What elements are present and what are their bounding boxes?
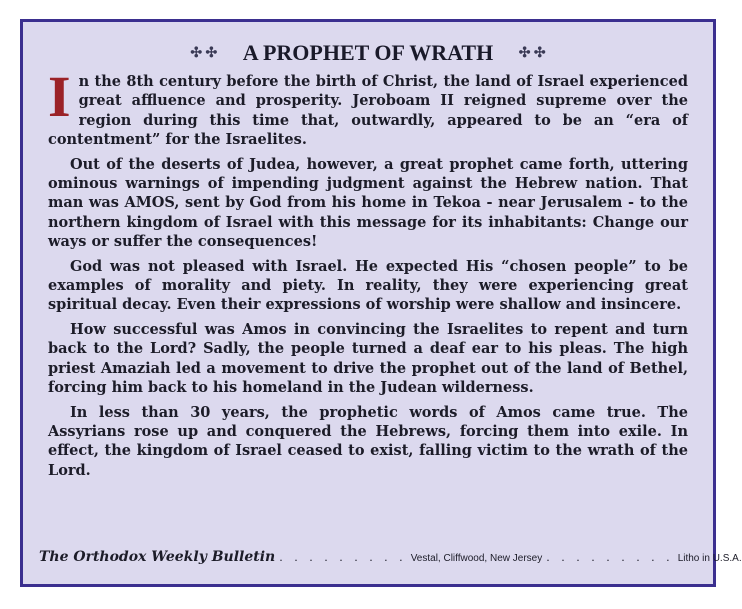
ornament-left-icon: ✣ ✣ — [190, 46, 218, 61]
printer-note: Litho in U.S.A. — [677, 553, 742, 564]
paragraph-1 — [48, 64, 688, 150]
footer — [39, 549, 742, 565]
article-title — [23, 40, 713, 66]
article-body — [48, 64, 688, 485]
paragraph-3: God was not pleased with Israel. He expected His “chosen people” to be examples of morality and piety. In reality, they were experiencing great spiritual decay. Even their expressions of worship were shallow and insincere. — [48, 257, 688, 314]
title-text: A PROPHET OF WRATH — [242, 40, 494, 65]
paragraph-5: In less than 30 years, the prophetic words of Amos came true. The Assyrians rose up and conquered the Hebrews, forcing them into exile. In effect, the kingdom of Israel ceased to exist, falling victim to the wrath of the Lord. — [48, 403, 688, 479]
leader-dots-1: . . . . . . . . . — [279, 551, 407, 564]
leader-dots-2: . . . . . . . . . — [546, 551, 674, 564]
bulletin-panel — [20, 19, 742, 587]
publisher-location: Vestal, Cliffwood, New Jersey — [410, 553, 543, 564]
ornament-right-icon: ✣ ✣ — [518, 46, 546, 61]
drop-cap: I — [48, 64, 71, 129]
paragraph-4: How successful was Amos in convincing the Israelites to repent and turn back to the Lord? Sadly, the people turned a deaf ear to his pleas. The high priest Amaziah led a movement to drive the prophet out of the land of Bethel, forcing him back to his homeland in the Judean wilderness. — [48, 320, 688, 397]
paragraph-2: Out of the deserts of Judea, however, a great prophet came forth, uttering ominous warnings of impending judgment against the Hebrew nation. That man was AMOS, sent by God from his home in Tekoa - near Jerusalem - to the northern kingdom of Israel with this message for its inhabitants: Change our ways or suffer the consequences! — [48, 155, 688, 251]
publication-name: The Orthodox Weekly Bulletin — [39, 549, 276, 565]
paragraph-1-text: n the 8th century before the birth of Christ, the land of Israel experienced great affluence and prosperity. Jeroboam II reigned supreme over the region during this time that, outwardly, appeared to be an “era of contentment” for the Israelites. — [48, 73, 688, 149]
